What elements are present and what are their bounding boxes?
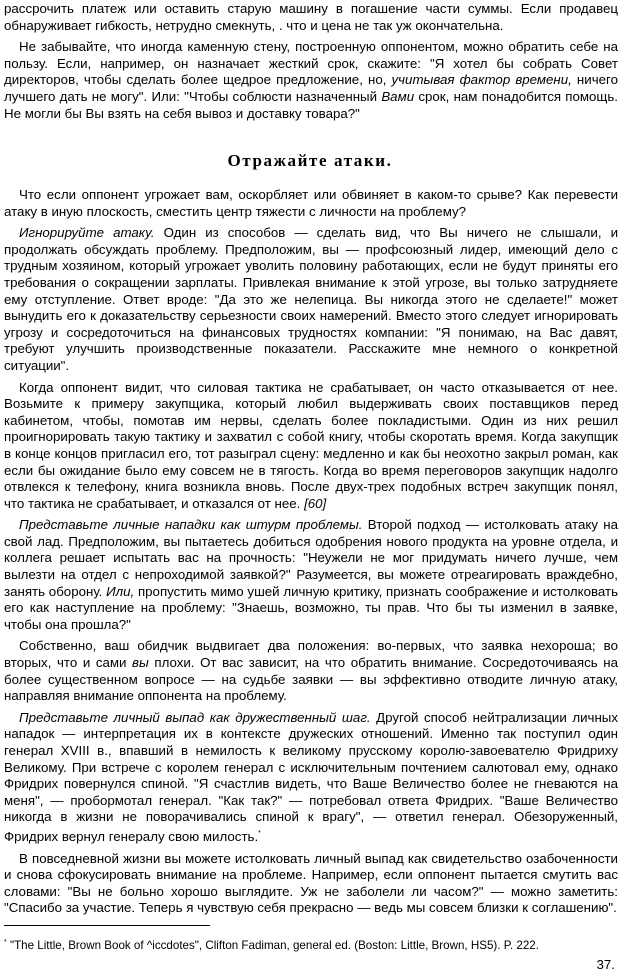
emphasis-text: учитывая фактор времени, bbox=[391, 72, 572, 88]
footnote-marker: * bbox=[258, 829, 261, 837]
body-paragraph-7: В повседневной жизни вы можете истолковать личный выпад как свидетельство озабоченности и снова сфокусировать внимание на проблеме. Например, если оппонент пытается смутить вас словами: "Вы не больно хорошо выглядите. Уж не заболели ли часом?" — можно заметить: "Спасибо за участие. Теперь я чувствую себя прекрасно — ведь мы совсем близки к соглашению". bbox=[4, 850, 618, 916]
text-run: Когда оппонент видит, что силовая тактика не срабатывает, он часто отказывается от нее. Возьмите к примеру закупщика, который любил выдерживать своих поставщиков перед кабинетом, чтобы, помотав им нервы, сделать более покладистыми. Один из них решил проигнорировать такую тактику и захватил с собой книгу, чтобы скоротать время. Когда закупщик в конце концов пригласил его, тот разыграл сцену: медленно и как бы неохотно закрыл роман, как если бы ожидание было ему совсем не в тягость. Когда во время переговоров закупщик надолго отвлекся к телефону, книга возникла вновь. После двух-трех подобных встреч закупщик понял, что тактика не срабатывает, и отказался от нее. bbox=[4, 379, 618, 511]
text-run: срок, нам понадобится помощь. Не могли бы Вы взять на себя вывоз и доставку товара?" bbox=[4, 88, 618, 121]
intro-block bbox=[4, 1, 618, 122]
section-title: Отражайте атаки. bbox=[227, 151, 393, 170]
intro-paragraph-1: рассрочить платеж или оставить старую машину в погашение части суммы. Если продавец обнаруживает гибкость, нетрудно смекнуть, . что и цена не так уж окончательна. bbox=[4, 1, 618, 33]
text-run: Один из способов — сделать вид, что Вы ничего не слышали, и продолжать обсуждать проблему. Предположим, вы — профсоюзный лидер, имеющий дело с трудным хозяином, который угрожает уволить половину работающих, если не будут приняты его требования о сокращении зарплаты. Привлекая внимание к этой угрозе, вы только затрудняете ему отступление. Ответ вроде: "Да это же нелепица. Вы никогда этого не сделаете!" может вынудить его к доказательству серьезности своих намерений. Вместо этого следует игнорировать угрозу и сосредоточиться на финансовых трудностях компании: "Я понимаю, на Вас давят, требуют улучшить производственные показатели. Расскажите мне немного о конкретной ситуации". bbox=[4, 225, 618, 373]
section-body bbox=[4, 187, 618, 917]
subheading-italic: Представьте личные нападки как штурм проблемы. bbox=[19, 517, 363, 533]
emphasis-text: Или, bbox=[106, 583, 135, 599]
footnote bbox=[4, 936, 539, 953]
footnote-marker: * bbox=[4, 939, 7, 946]
body-paragraph-2 bbox=[4, 225, 618, 374]
intro-paragraph-2 bbox=[4, 39, 618, 122]
text-run: Собственно, ваш обидчик выдвигает два положения: во-первых, что заявка нехороша; во вторых, что и сами bbox=[4, 638, 618, 671]
body-paragraph-4 bbox=[4, 517, 618, 633]
endnote-reference: [60] bbox=[304, 495, 327, 511]
text-run: Не забывайте, что иногда каменную стену, построенную оппонентом, можно обратить себе на пользу. Если, например, он назначает жесткий срок, скажите: "Я хотел бы собрать Совет директоров, чтобы сделать более щедрое предложение, но, bbox=[4, 39, 618, 88]
text-run: ничего лучшего дать не могу". Или: "Чтобы соблюсти назначенный bbox=[4, 72, 618, 104]
page-number: 37. bbox=[596, 957, 615, 972]
text-run: Второй подход — истолковать атаку на свой лад. Предположим, вы пытаетесь добиться одобрения нового продукта на уровне отдела, и коллега решает испытать вас на прочность: "Неужели не мог придумать ничего лучше, чем вылезти на отдел с непроходимой заявкой?" Разумеется, вы можете отреагировать враждебно, занять оборону. bbox=[4, 517, 618, 599]
subheading-italic: Представьте личный выпад как дружественный шаг. bbox=[19, 709, 371, 725]
text-run: Другой способ нейтрализации личных нападок — интерпретация их в контексте дружеских отношений. Именно так поступил один генерал XVIII в., впавший в немилость к великому прусскому королю-завоевателю Фридриху Великому. При встрече с королем генерал с исключительным почтением салютовал ему, однако Фридрих повернулся спиной. "Я счастлив видеть, что Ваше Величество более не гневаются на меня", — пробормотал генерал. "Как так?" — потребовал ответа Фридрих. "Ваше Величество никогда в жизни не поворачивались спиной к врагу", — ответил генерал. Обезоруженный, Фридрих вернул генералу свою милость. bbox=[4, 709, 619, 844]
footnote-divider bbox=[4, 925, 210, 926]
body-paragraph-6 bbox=[4, 710, 618, 846]
subheading-italic: Игнорируйте атаку. bbox=[19, 225, 155, 241]
text-run: плохи. От вас зависит, на что обратить внимание. Сосредоточиваясь на более существенном вопросе — на судьбе заявки — вы эффективно отводите личную атаку, направляя внимание оппонента на проблему. bbox=[4, 655, 618, 704]
text-run: пропустить мимо ушей личную критику, признать соображение и истолковать его как наступление на проблему: "Знаешь, возможно, ты прав. Что бы ты изменил в заявке, чтобы она прошла?" bbox=[4, 583, 618, 632]
emphasis-text: вы bbox=[132, 655, 149, 671]
body-paragraph-1: Что если оппонент угрожает вам, оскорбляет или обвиняет в каком-то срыве? Как перевести атаку в иную плоскость, сместить центр тяжести с личности на проблему? bbox=[4, 187, 618, 219]
body-paragraph-5 bbox=[4, 638, 618, 704]
body-paragraph-3 bbox=[4, 380, 618, 513]
footnote-text: "The Little, Brown Book of ^iccdotes", Clifton Fadiman, general ed. (Boston: Little, Brown, HS5). P. 222. bbox=[6, 939, 539, 952]
emphasis-text: Вами bbox=[381, 88, 415, 104]
